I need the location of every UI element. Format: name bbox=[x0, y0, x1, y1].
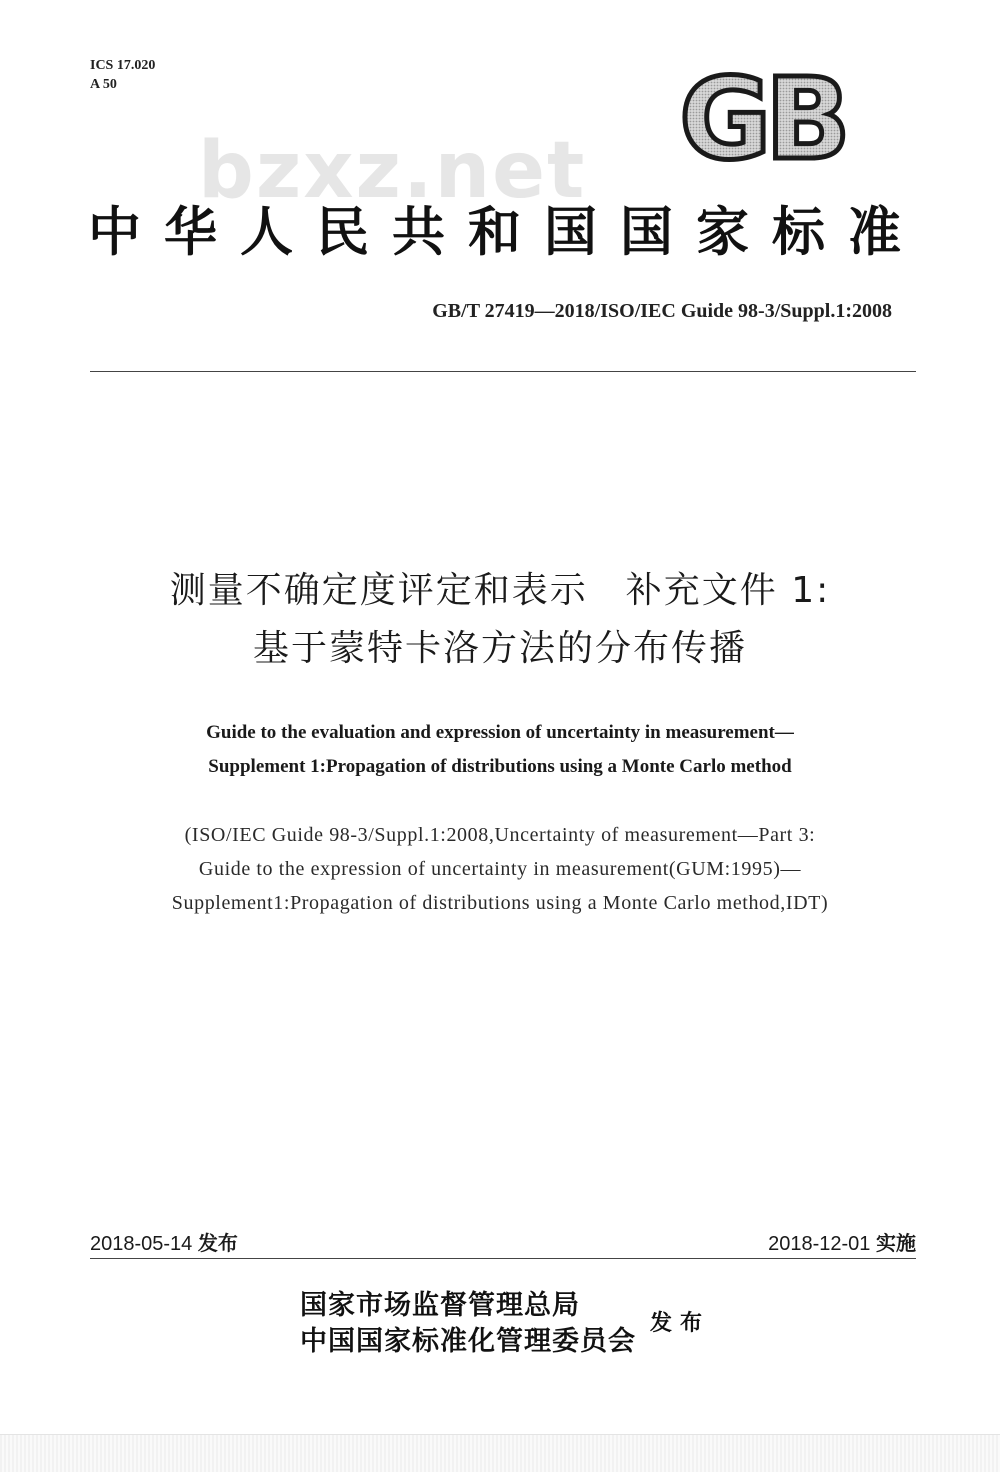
bottom-divider bbox=[90, 1258, 916, 1259]
iso-reference-line-1: (ISO/IEC Guide 98-3/Suppl.1:2008,Uncertainty of measurement—Part 3: bbox=[184, 824, 816, 846]
issue-date bbox=[90, 1227, 238, 1256]
classification-codes bbox=[90, 56, 155, 94]
main-title: 中华人民共和国国家标准 bbox=[88, 201, 924, 263]
bottom-scan-strip bbox=[0, 1434, 1000, 1472]
iso-reference-line-2: Guide to the expression of uncertainty in measurement(GUM:1995)— bbox=[198, 858, 802, 880]
watermark: bzxz.net bbox=[198, 126, 587, 216]
gb-logo-icon bbox=[662, 72, 862, 168]
english-title-line-1: Guide to the evaluation and expression of uncertainty in measurement— bbox=[206, 722, 794, 743]
issue-action: 发布 bbox=[650, 1310, 711, 1336]
english-title-line-2: Supplement 1:Propagation of distributions using a Monte Carlo method bbox=[208, 756, 792, 777]
implementation-date-value: 2018-12-01 bbox=[768, 1233, 871, 1255]
issue-date-label: 发布 bbox=[197, 1231, 238, 1255]
ics-code: ICS 17.020 bbox=[90, 58, 156, 73]
chinese-title-line-1: 测量不确定度评定和表示 补充文件 1: bbox=[169, 570, 831, 611]
issue-date-value: 2018-05-14 bbox=[90, 1233, 193, 1255]
issuer-line-2: 中国国家标准化管理委员会 bbox=[300, 1326, 636, 1357]
chinese-title bbox=[0, 562, 1000, 678]
iso-reference-line-3: Supplement1:Propagation of distributions using a Monte Carlo method,IDT) bbox=[171, 892, 829, 914]
implementation-date bbox=[768, 1227, 916, 1256]
english-title bbox=[0, 716, 1000, 784]
issuing-authorities bbox=[300, 1288, 636, 1360]
implementation-date-label: 实施 bbox=[876, 1231, 916, 1255]
standard-number: GB/T 27419—2018/ISO/IEC Guide 98-3/Suppl.1:2008 bbox=[432, 300, 892, 322]
gb-logo-text: GB bbox=[679, 72, 845, 168]
ccs-code: A 50 bbox=[90, 77, 117, 92]
top-divider bbox=[90, 371, 916, 372]
chinese-title-line-2: 基于蒙特卡洛方法的分布传播 bbox=[252, 628, 747, 669]
iso-reference bbox=[0, 818, 1000, 920]
issuer-line-1: 国家市场监督管理总局 bbox=[300, 1290, 580, 1321]
